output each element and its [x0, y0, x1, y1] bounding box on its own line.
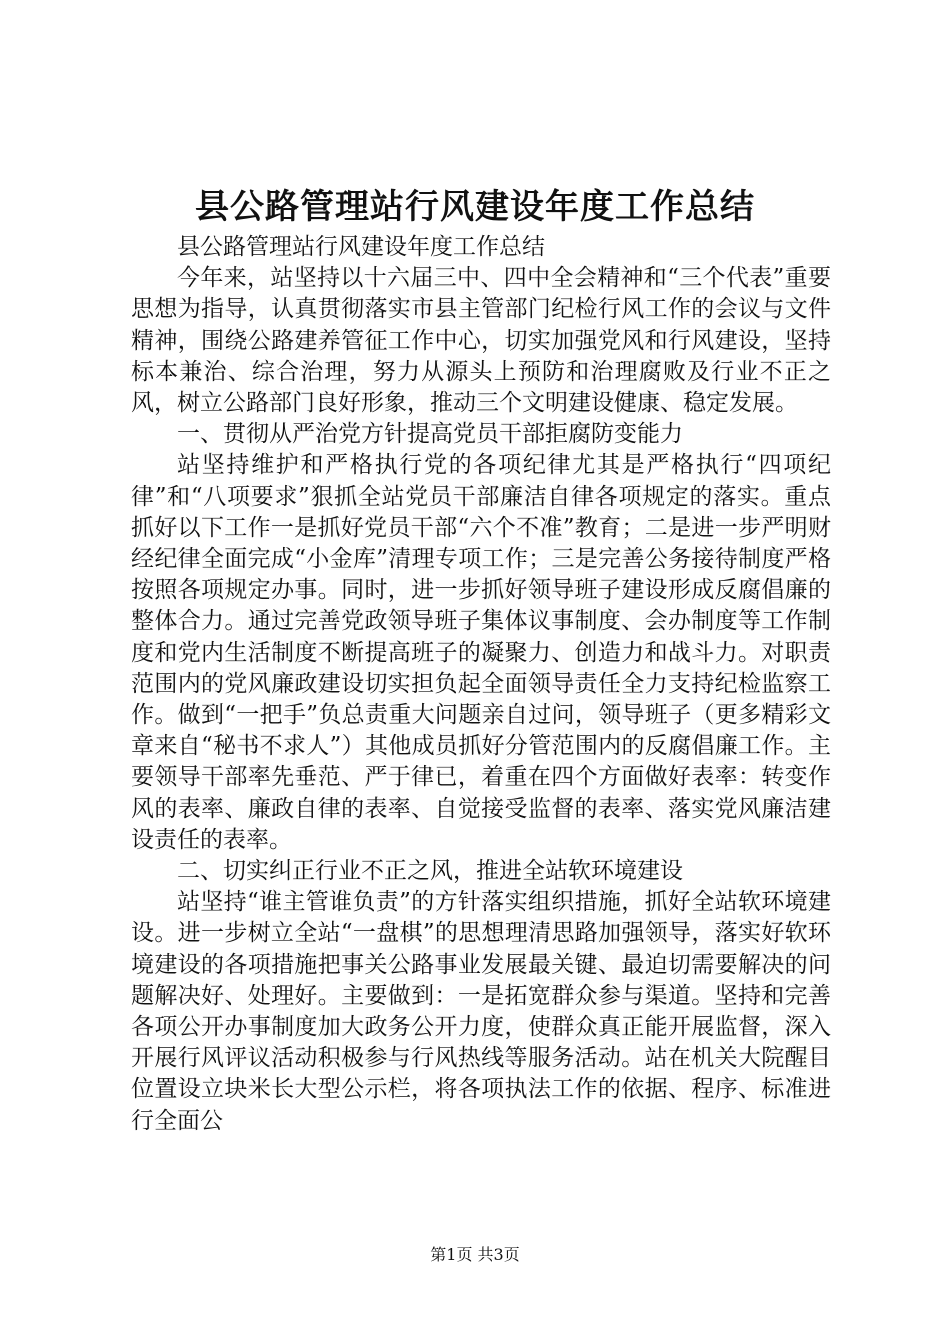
paragraph-subtitle: 县公路管理站行风建设年度工作总结	[177, 234, 545, 260]
paragraph-section-2: 站坚持“谁主管谁负责”的方针落实组织措施，抓好全站软环境建设。进一步树立全站“一盘棋”的思想理清思路加强领导，落实好软环境建设的各项措施把事关公路事业发展最关键、最迫切需要解决的问题解决好、处理好。主要做到：一是拓宽群众参与渠道。坚持和完善各项公开办事制度加大政务公开力度，使群众真正能开展监督，深入开展行风评议活动积极参与行风热线等服务活动。站在机关大院醒目位置设立块米长大型公示栏，将各项执法工作的依据、程序、标准进行全面公	[131, 889, 831, 1134]
document-title: 县公路管理站行风建设年度工作总结	[195, 187, 755, 227]
paragraph-intro: 今年来，站坚持以十六届三中、四中全会精神和“三个代表”重要思想为指导，认真贯彻落实市县主管部门纪检行风工作的会议与文件精神，围绕公路建养管征工作中心，切实加强党风和行风建设，坚持标本兼治、综合治理，努力从源头上预防和治理腐败及行业不正之风，树立公路部门良好形象，推动三个文明建设健康、稳定发展。	[131, 265, 831, 417]
document-body	[131, 232, 831, 1137]
page-number-footer: 第1页 共3页	[430, 1245, 520, 1264]
section-heading-2: 二、切实纠正行业不正之风，推进全站软环境建设	[177, 858, 683, 885]
section-heading-1: 一、贯彻从严治党方针提高党员干部拒腐防变能力	[177, 421, 683, 448]
paragraph-section-1: 站坚持维护和严格执行党的各项纪律尤其是严格执行“四项纪律”和“八项要求”狠抓全站党员干部廉洁自律各项规定的落实。重点抓好以下工作一是抓好党员干部“六个不准”教育；二是进一步严明财经纪律全面完成“小金库”清理专项工作；三是完善公务接待制度严格按照各项规定办事。同时，进一步抓好领导班子建设形成反腐倡廉的整体合力。通过完善党政领导班子集体议事制度、会办制度等工作制度和党内生活制度不断提高班子的凝聚力、创造力和战斗力。对职责范围内的党风廉政建设切实担负起全面领导责任全力支持纪检监察工作。做到“一把手”负总责重大问题亲自过问，领导班子（更多精彩文章来自“秘书不求人”）其他成员抓好分管范围内的反腐倡廉工作。主要领导干部率先垂范、严于律已，着重在四个方面做好表率：转变作风的表率、廉政自律的表率、自觉接受监督的表率、落实党风廉洁建设责任的表率。	[131, 452, 831, 853]
